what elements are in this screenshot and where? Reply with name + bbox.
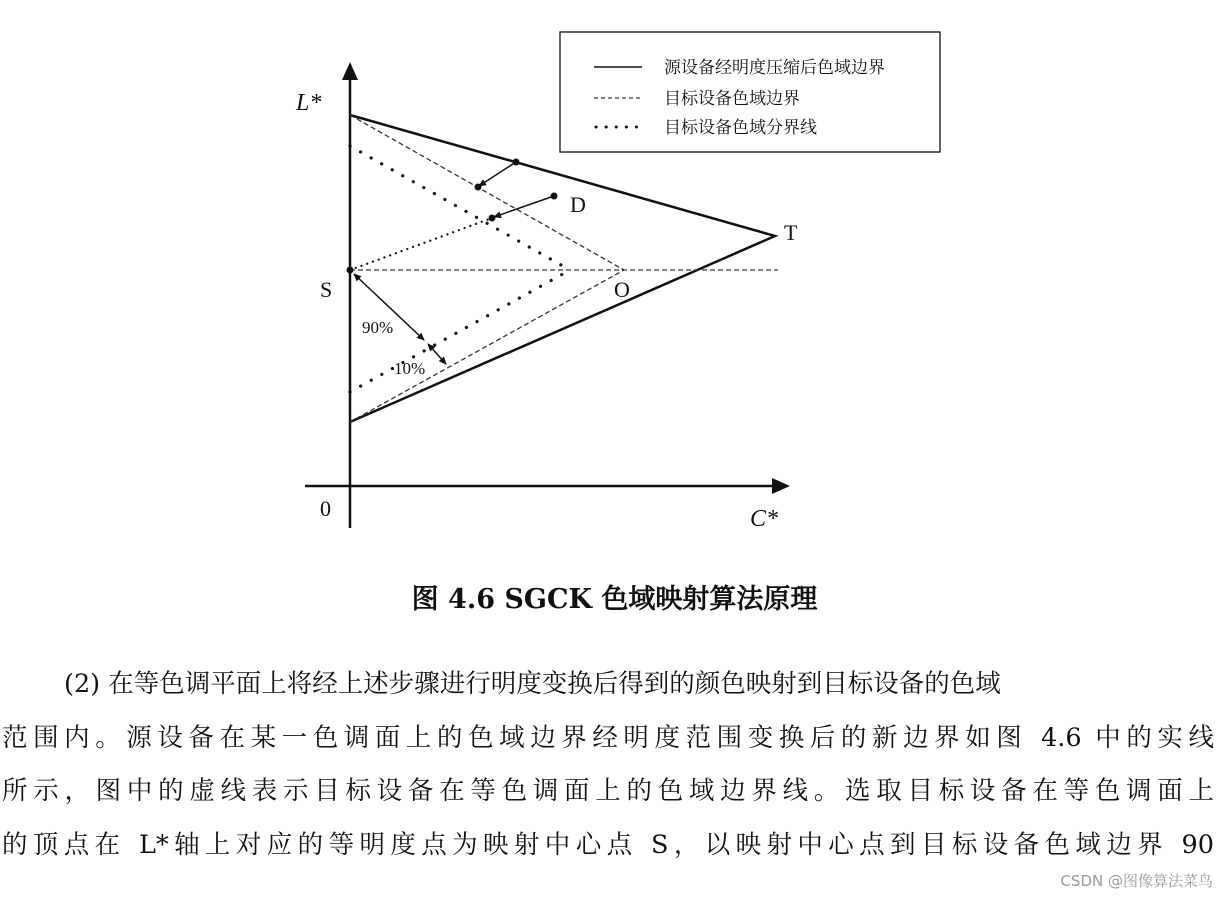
point-s-label: S — [320, 277, 333, 302]
paragraph-line-1: (2) 在等色调平面上将经上述步骤进行明度变换后得到的颜色映射到目标设备的色域 — [64, 669, 1001, 699]
point-upper-mapped-dot — [475, 184, 482, 191]
csdn-watermark: CSDN @图像算法菜鸟 — [1060, 872, 1213, 890]
legend-dotted-label: 目标设备色域分界线 — [664, 118, 817, 138]
paragraph-line-3: 所示，图中的虚线表示目标设备在等色调面上的色域边界线。选取目标设备在等色调面上 — [2, 776, 1214, 806]
legend-solid-label: 源设备经明度压缩后色域边界 — [664, 58, 885, 78]
point-d-dot — [551, 193, 558, 200]
target-gamut-boundary — [350, 115, 624, 422]
percent-10-label: 10% — [394, 359, 426, 378]
percent-90-label: 90% — [362, 318, 394, 337]
x-axis-label: C* — [750, 506, 779, 532]
origin-label: 0 — [320, 496, 331, 521]
point-t-label: T — [784, 220, 798, 245]
s-to-d-dotted-line — [350, 218, 492, 270]
arrow-10-percent — [428, 344, 446, 364]
point-d-mapped-dot — [489, 215, 496, 222]
legend-dashed-label: 目标设备色域边界 — [664, 89, 800, 109]
legend — [560, 32, 940, 152]
paragraph-line-4: 的顶点在 L*轴上对应的等明度点为映射中心点 S，以映射中心点到目标设备色域边界 90 — [2, 829, 1214, 860]
figure-caption: 图 4.6 SGCK 色域映射算法原理 — [411, 584, 818, 615]
x-axis-arrow-icon — [772, 478, 790, 494]
point-s-dot — [347, 267, 354, 274]
upper-mapping-arrow — [479, 162, 516, 186]
point-o-label: O — [614, 277, 630, 302]
point-d-label: D — [570, 192, 586, 217]
y-axis-arrow-icon — [342, 62, 358, 80]
upper-division-line — [350, 146, 570, 270]
paragraph-line-2: 范围内。源设备在某一色调面上的色域边界经明度范围变换后的新边界如图 4.6 中的实线 — [2, 722, 1214, 753]
point-upper-dot — [513, 159, 520, 166]
body-paragraph — [2, 658, 1214, 872]
y-axis-label: L* — [296, 90, 322, 116]
